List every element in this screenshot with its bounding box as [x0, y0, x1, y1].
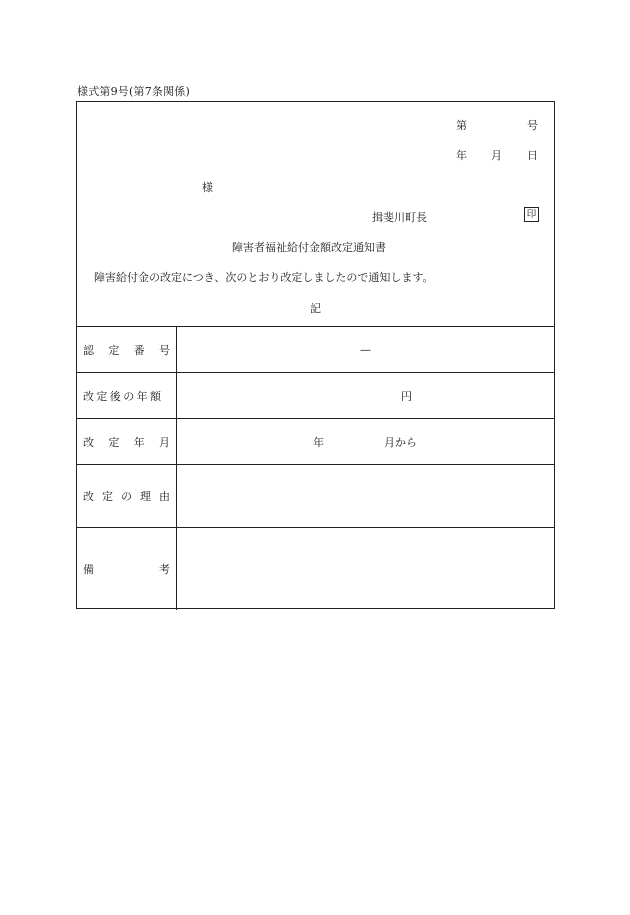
revision-year-unit: 年	[313, 435, 324, 449]
label-char: 年	[133, 435, 145, 449]
date-day: 日	[527, 149, 538, 162]
row-label-remarks	[77, 528, 177, 610]
seal-mark: 印	[524, 207, 539, 222]
label-char: 改	[83, 435, 94, 449]
row-label-revised-annual-amount	[77, 373, 177, 418]
row-label-revision-reason	[77, 465, 177, 527]
label-char: 定	[108, 343, 120, 357]
label-char: 由	[159, 490, 170, 503]
row-label-revision-date	[77, 419, 177, 464]
label-char: 理	[140, 490, 151, 503]
table-row-revision-date	[77, 419, 554, 465]
number-suffix: 号	[527, 119, 538, 132]
label-char: 改	[83, 490, 94, 503]
table-row-revised-annual-amount	[77, 373, 554, 419]
label-char: 認	[83, 343, 94, 357]
row-value-revision-reason	[177, 465, 554, 527]
revision-month-unit: 月から	[384, 435, 417, 449]
row-value-revision-date	[177, 419, 554, 464]
ki-heading: 記	[310, 302, 321, 315]
certification-number-dash: —	[360, 343, 371, 356]
table-row-remarks	[77, 528, 554, 610]
number-prefix: 第	[456, 119, 467, 132]
table-row-certification-number	[77, 327, 554, 373]
label-char: の	[121, 490, 132, 503]
row-value-remarks	[177, 528, 554, 610]
document-title: 障害者福祉給付金額改定通知書	[232, 241, 386, 254]
notice-form	[76, 101, 555, 609]
label-char: 定	[108, 435, 120, 449]
addressee-suffix: 様	[202, 181, 213, 194]
yen-unit: 円	[401, 389, 412, 403]
body-text: 障害給付金の改定につき、次のとおり改定しましたので通知します。	[94, 271, 434, 284]
row-label-certification-number	[77, 327, 177, 372]
date-year: 年	[456, 149, 467, 162]
label-char: 備	[83, 563, 94, 576]
label-text: 改定後の年額	[83, 389, 164, 403]
row-value-revised-annual-amount	[177, 373, 554, 418]
label-char: 月	[158, 435, 170, 449]
label-char: 号	[158, 343, 170, 357]
row-value-certification-number	[177, 327, 554, 372]
table-row-revision-reason	[77, 465, 554, 528]
issuer-name: 揖斐川町長	[372, 211, 427, 224]
label-char: 定	[102, 490, 113, 503]
form-number-label: 様式第9号(第7条関係)	[77, 85, 190, 98]
label-char: 番	[133, 343, 145, 357]
label-char: 考	[159, 563, 170, 576]
notice-header	[77, 102, 554, 327]
date-month: 月	[491, 149, 502, 162]
